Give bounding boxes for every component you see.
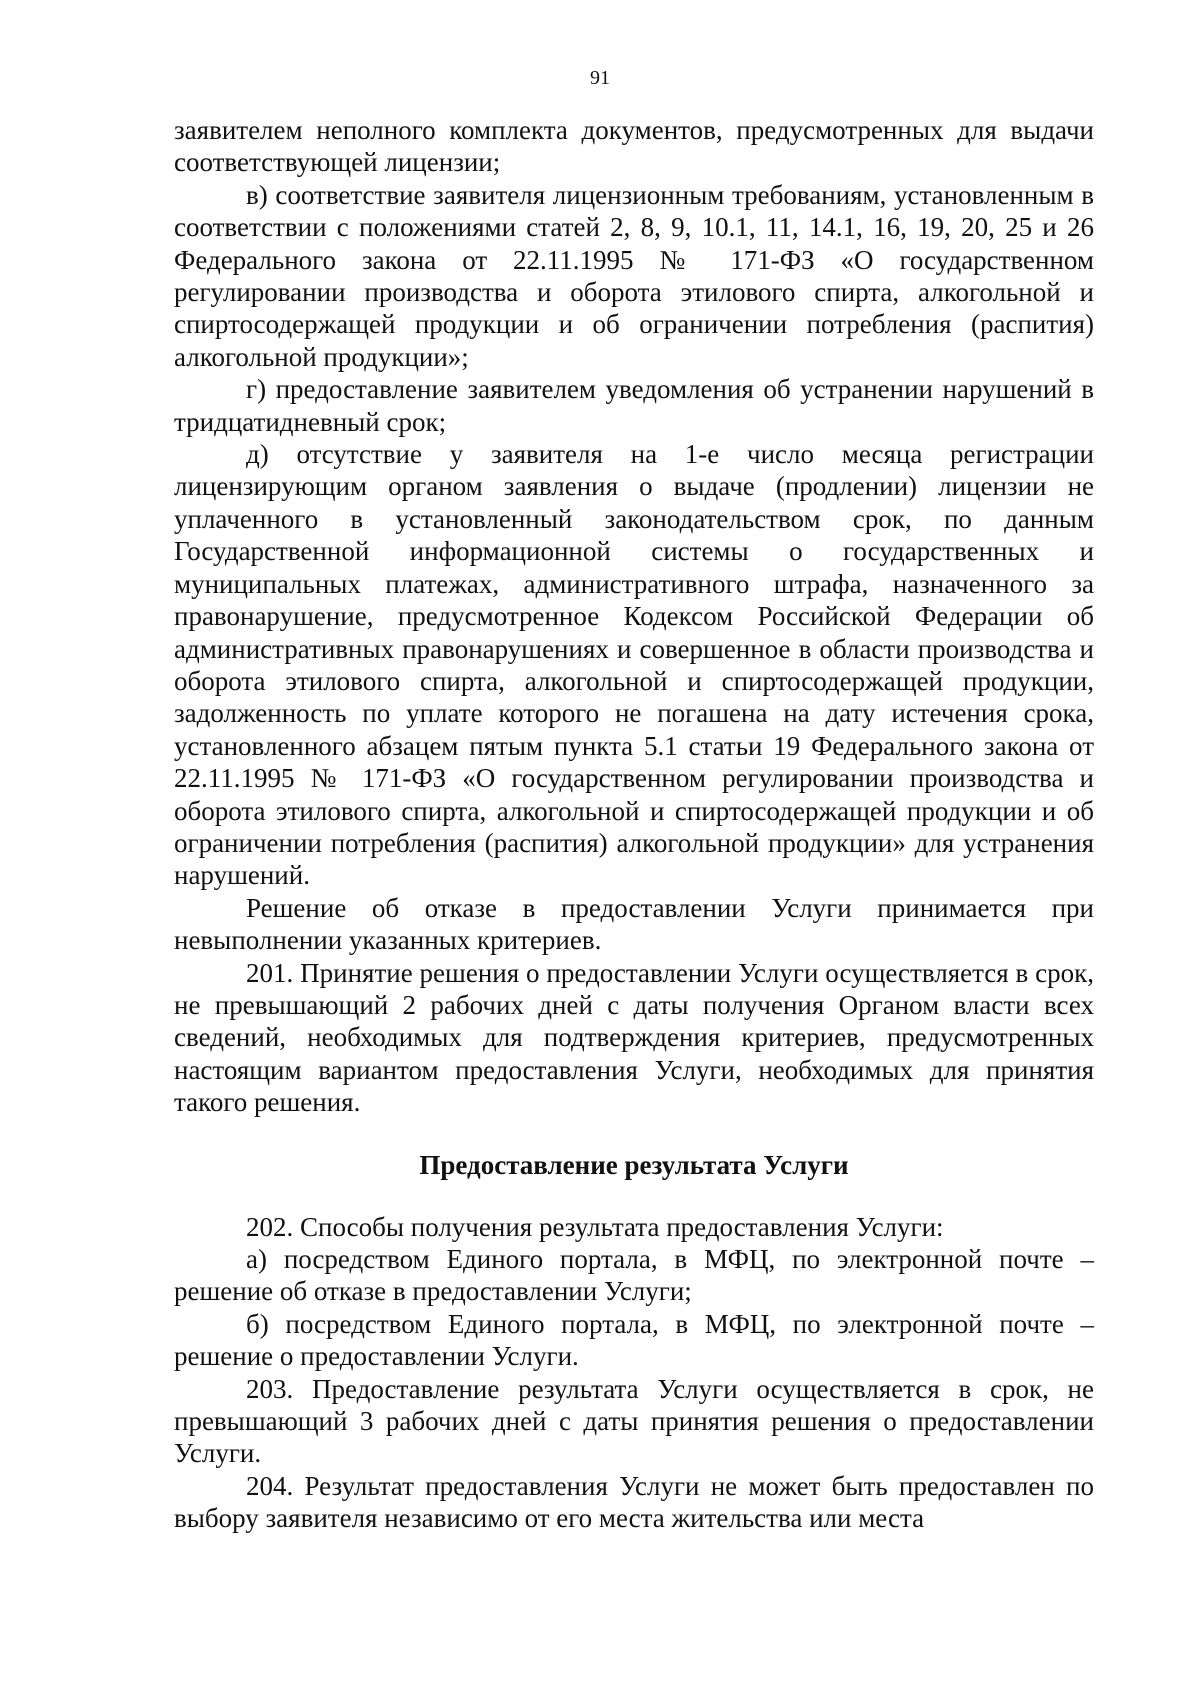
paragraph: д) отсутствие у заявителя на 1-е число месяца регистрации лицензирующим органом заявления о выдаче (продлении) лицензии не уплаченного в установленный законодательством срок, по данным Государственной информационной системы о государственных и муниципальных платежах, административного штрафа, назначенного за правонарушение, предусмотренное Кодексом Российской Федерации об административных правонарушениях и совершенное в области производства и оборота этилового спирта, алкогольной и спиртосодержащей продукции, задолженность по уплате которого не погашена на дату истечения срока, установленного абзацем пятым пункта 5.1 статьи 19 Федерального закона от 22.11.1995 № 171-ФЗ «О государственном регулировании производства и оборота этилового спирта, алкогольной и спиртосодержащей продукции и об ограничении потребления (распития) алкогольной продукции» для устранения нарушений.	[174, 439, 1094, 891]
document-body	[174, 114, 1094, 1535]
section-heading: Предоставление результата Услуги	[419, 1149, 849, 1180]
paragraph: а) посредством Единого портала, в МФЦ, по электронной почте – решение об отказе в предоставлении Услуги;	[174, 1244, 1094, 1307]
paragraph: 201. Принятие решения о предоставлении Услуги осуществляется в срок, не превышающий 2 рабочих дней с даты получения Органом власти всех сведений, необходимых для подтверждения критериев, предусмотренных настоящим вариантом предоставления Услуги, необходимых для принятия такого решения.	[174, 957, 1094, 1118]
paragraph: г) предоставление заявителем уведомления об устранении нарушений в тридцатидневный срок;	[174, 374, 1094, 437]
paragraph: Решение об отказе в предоставлении Услуги принимается при невыполнении указанных критериев.	[174, 892, 1094, 956]
paragraph: б) посредством Единого портала, в МФЦ, по электронной почте – решение о предоставлении Услуги.	[174, 1308, 1094, 1372]
top-paragraphs	[174, 114, 1094, 1119]
page-number: 91	[590, 67, 610, 89]
paragraph: 202. Способы получения результата предоставления Услуги:	[246, 1211, 944, 1242]
bottom-paragraphs	[174, 1211, 1094, 1535]
paragraph: 203. Предоставление результата Услуги осуществляется в срок, не превышающий 3 рабочих дней с даты принятия решения о предоставлении Услуги.	[174, 1373, 1094, 1469]
paragraph: 204. Результат предоставления Услуги не может быть предоставлен по выбору заявителя независимо от его места жительства или места	[174, 1470, 1094, 1534]
paragraph: в) соответствие заявителя лицензионным требованиям, установленным в соответствии с положениями статей 2, 8, 9, 10.1, 11, 14.1, 16, 19, 20, 25 и 26 Федерального закона от 22.11.1995 № 171-ФЗ «О государственном регулировании производства и оборота этилового спирта, алкогольной и спиртосодержащей продукции и об ограничении потребления (распития) алкогольной продукции»;	[174, 179, 1094, 372]
paragraph: заявителем неполного комплекта документов, предусмотренных для выдачи соответствующей лицензии;	[174, 115, 1094, 178]
